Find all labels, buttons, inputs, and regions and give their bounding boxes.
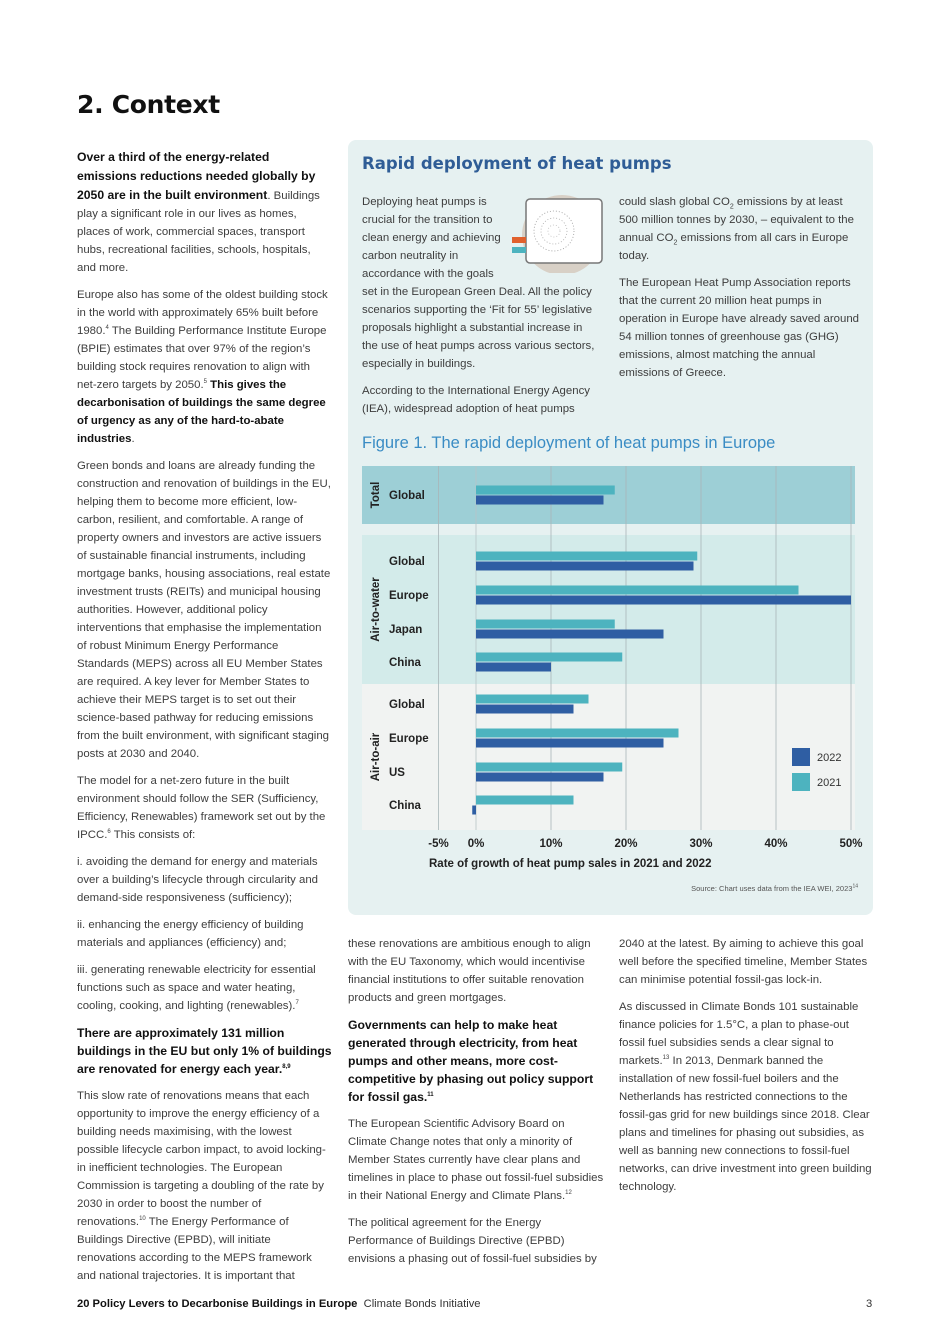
text: Europe also has some of the oldest building stock in the world with approximately 65% built before 1980. bbox=[77, 289, 328, 337]
bar-2022-air-to-water-europe bbox=[476, 596, 851, 605]
text: Deploying heat pumps is crucial for the transition to clean energy and achieving carbon neutrality in accordance with the goals set in the European Green Deal. All the policy scenarios supporting the ‘Fit for 55’ legislative proposals highlight a substantial increase in the use of heat pumps across various sectors, especially in buildings. bbox=[362, 196, 595, 370]
group-label-total: Total bbox=[370, 481, 383, 509]
bar-2022-air-to-water-japan bbox=[476, 630, 664, 639]
bar-2021-air-to-water-europe bbox=[476, 586, 799, 595]
text: The European Scientific Advisory Board on Climate Change notes that only a minority of Member States currently have clear plans and timelines in place to phase out fossil-fuel subsidies in their National Energy and Climate Plans. bbox=[348, 1118, 604, 1202]
heat-pump-illustration bbox=[512, 193, 604, 273]
footer-org: Climate Bonds Initiative bbox=[363, 1298, 481, 1310]
iea-paragraph: According to the International Energy Agency (IEA), widespread adoption of heat pumps bbox=[362, 385, 590, 415]
bar-2021-air-to-air-us bbox=[476, 763, 622, 772]
footnote-ref: 4 bbox=[105, 325, 109, 332]
x-tick-label: -5% bbox=[428, 838, 449, 850]
bar-2022-air-to-air-china bbox=[472, 806, 476, 815]
x-tick-label: 20% bbox=[614, 838, 638, 850]
text: The Energy Performance of Buildings Directive (EPBD), will initiate renovations according to the MEPS framework and national trajectories. It is important that bbox=[77, 1216, 312, 1282]
subscript: 2 bbox=[673, 239, 678, 247]
list-item-sufficiency: i. avoiding the demand for energy and materials over a building’s lifecycle through circularity and demand-side responsiveness (sufficiency); bbox=[77, 856, 319, 904]
text: . bbox=[131, 433, 135, 445]
list-item-renewables bbox=[77, 961, 332, 1015]
footnote-ref: 7 bbox=[295, 1000, 299, 1007]
footer-title: 20 Policy Levers to Decarbonise Buildings in Europe bbox=[77, 1298, 358, 1310]
page-title: 2. Context bbox=[77, 90, 220, 119]
legend-label-2021: 2021 bbox=[817, 777, 842, 789]
intro-paragraph bbox=[77, 148, 332, 277]
intro-highlight: Over a third of the energy-related emissions reductions needed globally by 2050 are in the built environment bbox=[77, 150, 316, 202]
footnote-ref: 5 bbox=[203, 379, 207, 386]
x-tick-label: 30% bbox=[689, 838, 713, 850]
bar-2021-total-global bbox=[476, 486, 615, 495]
bar-2021-air-to-air-global bbox=[476, 695, 589, 704]
bar-2022-air-to-water-china bbox=[476, 663, 551, 672]
text: The Building Performance Institute Europe (BPIE) estimates that over 97% of the region’s building stock requires renovation to align with net-zero targets by 2050. bbox=[77, 325, 327, 391]
footer bbox=[77, 1298, 481, 1310]
x-tick-label: 10% bbox=[539, 838, 563, 850]
ehpa-paragraph: The European Heat Pump Association reports that the current 20 million heat pumps in operation in Europe have already saved around 54 million tonnes of greenhouse gas (GHG) emissions, almost matching the annual emissions of Greece. bbox=[619, 277, 860, 379]
text: In 2013, Denmark banned the installation of new fossil-fuel boilers and the Netherlands has restricted connections to the fossil-gas grid for new buildings since 2018. Clear plans and timelines for phasing out subsidies, as well as banning new connections to fossil-fuel networks, can drive investment into green building technology. bbox=[619, 1055, 872, 1193]
bar-2021-air-to-water-japan bbox=[476, 620, 615, 629]
epbd-paragraph: The political agreement for the Energy Performance of Buildings Directive (EPBD) envisions a phasing out of fossil-fuel subsidies by bbox=[348, 1217, 597, 1265]
denmark-paragraph bbox=[619, 998, 875, 1196]
text: emissions from all cars in Europe today. bbox=[619, 232, 849, 262]
text: Governments can help to make heat generated through electricity, from heat pumps and other means, more cost-competitive by phasing out policy support for fossil gas. bbox=[348, 1018, 594, 1104]
footnote-ref: 14 bbox=[852, 883, 858, 890]
right-column bbox=[619, 935, 875, 1205]
x-axis-label: Rate of growth of heat pump sales in 2021 and 2022 bbox=[429, 858, 712, 870]
taxonomy-paragraph: these renovations are ambitious enough to align with the EU Taxonomy, which would incentivise financial institutions to offer suitable renovation products and green mortgages. bbox=[348, 938, 591, 1004]
text: could slash global CO bbox=[619, 196, 730, 208]
text: This consists of: bbox=[110, 829, 196, 841]
group-band-total bbox=[362, 466, 855, 524]
bar-2022-air-to-air-us bbox=[476, 773, 604, 782]
category-label-china: China bbox=[389, 800, 421, 812]
category-label-china: China bbox=[389, 657, 421, 669]
middle-column bbox=[348, 935, 604, 1277]
footnote-ref: 11 bbox=[427, 1091, 434, 1098]
bar-2022-air-to-air-europe bbox=[476, 739, 664, 748]
bar-2022-air-to-water-global bbox=[476, 562, 694, 571]
box-left-column bbox=[362, 193, 600, 427]
bar-2021-air-to-air-china bbox=[476, 796, 574, 805]
box-title: Rapid deployment of heat pumps bbox=[362, 154, 672, 173]
legend-label-2022: 2022 bbox=[817, 752, 842, 764]
text: This slow rate of renovations means that each opportunity to improve the energy efficiency of a building needs maximising, with the lowest possible lifecycle carbon impact, to avoid locking-in inefficient technologies. The European Commission is targeting a doubling of the rate by 2030 in order to boost the number of renovations. bbox=[77, 1090, 326, 1228]
page-number: 3 bbox=[866, 1298, 873, 1310]
ser-paragraph bbox=[77, 772, 332, 844]
subscript: 2 bbox=[729, 203, 734, 211]
footnote-ref: 12 bbox=[565, 1190, 572, 1197]
co2-paragraph bbox=[619, 193, 863, 265]
group-label-air-to-water: Air-to-water bbox=[370, 577, 383, 642]
footnote-ref: 13 bbox=[662, 1055, 670, 1062]
chart-source bbox=[362, 884, 858, 893]
x-tick-label: 40% bbox=[764, 838, 788, 850]
bar-2021-air-to-water-global bbox=[476, 552, 697, 561]
category-label-global: Global bbox=[389, 556, 425, 568]
text: As discussed in Climate Bonds 101 sustainable finance policies for 1.5°C, a plan to phase-out fossil fuel subsidies sends a clear signal to markets. bbox=[619, 1001, 859, 1067]
text: iii. generating renewable electricity for essential functions such as space and water heating, cooling, cooking, and lighting (renewables). bbox=[77, 964, 316, 1012]
x-tick-label: 0% bbox=[467, 838, 485, 850]
renovation-heading bbox=[77, 1024, 332, 1078]
category-label-global: Global bbox=[389, 699, 425, 711]
category-label-japan: Japan bbox=[389, 624, 423, 636]
legend-swatch-2021 bbox=[792, 773, 810, 791]
text: There are approximately 131 million buildings in the EU but only 1% of buildings are renovated for energy each year. bbox=[77, 1026, 332, 1076]
green-bonds-paragraph: Green bonds and loans are already funding the construction and renovation of buildings in the EU, helping them to become more efficient, low-carbon, resilient, and comfortable. A range of property owners and investors are active issuers of sustainable financial instruments, including mortgage banks, housing associations, real estate investment trusts (REITs) and municipal housing authorities. However, additional policy interventions that emphasise the implementation of robust Minimum Energy Performance Standards (MEPS) across all EU Member States are required. A key lever for Member States to achieve their MEPS target is to set out their science-based pathway for reducing emissions from the built environment, with significant staging posts at 2030 and 2040. bbox=[77, 460, 331, 760]
text: Source: Chart uses data from the IEA WEI, 2023 bbox=[691, 884, 853, 893]
text: The model for a net-zero future in the built environment should follow the SER (Sufficiency, Efficiency, Renewables) framework set out by the IPCC. bbox=[77, 775, 326, 841]
x-tick-label: 50% bbox=[839, 838, 863, 850]
heat-pump-growth-chart bbox=[362, 466, 868, 876]
group-band-air-to-air bbox=[362, 684, 855, 830]
footnote-ref: 6 bbox=[107, 829, 111, 836]
highlight-text: This gives the decarbonisation of buildings the same degree of urgency as any of the hard-to-abate industries bbox=[77, 379, 326, 445]
category-label-us: US bbox=[389, 767, 405, 779]
text: emissions by at least 500 million tonnes by 2030, – equivalent to the annual CO bbox=[619, 196, 854, 244]
left-column bbox=[77, 148, 332, 1294]
category-label-global: Global bbox=[389, 490, 425, 502]
list-item-efficiency: ii. enhancing the energy efficiency of building materials and appliances (efficiency) and; bbox=[77, 919, 304, 949]
category-label-europe: Europe bbox=[389, 590, 429, 602]
renovation-paragraph bbox=[77, 1087, 332, 1285]
bar-2021-air-to-air-europe bbox=[476, 729, 679, 738]
footnote-ref: 8,9 bbox=[282, 1063, 291, 1070]
lock-in-paragraph: 2040 at the latest. By aiming to achieve this goal well before the specified timeline, Member States can minimise potential fossil-gas lock-in. bbox=[619, 938, 868, 986]
figure-title: Figure 1. The rapid deployment of heat pumps in Europe bbox=[362, 434, 776, 452]
group-label-air-to-air: Air-to-air bbox=[370, 732, 383, 782]
box-intro-paragraph bbox=[362, 193, 600, 373]
advisory-board-paragraph bbox=[348, 1115, 604, 1205]
category-label-europe: Europe bbox=[389, 733, 429, 745]
bar-2021-air-to-water-china bbox=[476, 653, 622, 662]
legend-swatch-2022 bbox=[792, 748, 810, 766]
bar-2022-total-global bbox=[476, 496, 604, 505]
bar-2022-air-to-air-global bbox=[476, 705, 574, 714]
fossil-gas-heading bbox=[348, 1016, 604, 1106]
intro-text: . Buildings play a significant role in our lives as homes, places of work, commercial spaces, transport hubs, recreational facilities, schools, hospitals, and more. bbox=[77, 190, 320, 274]
box-right-column bbox=[619, 193, 863, 391]
footnote-ref: 10 bbox=[139, 1216, 146, 1223]
building-stock-paragraph bbox=[77, 286, 332, 448]
